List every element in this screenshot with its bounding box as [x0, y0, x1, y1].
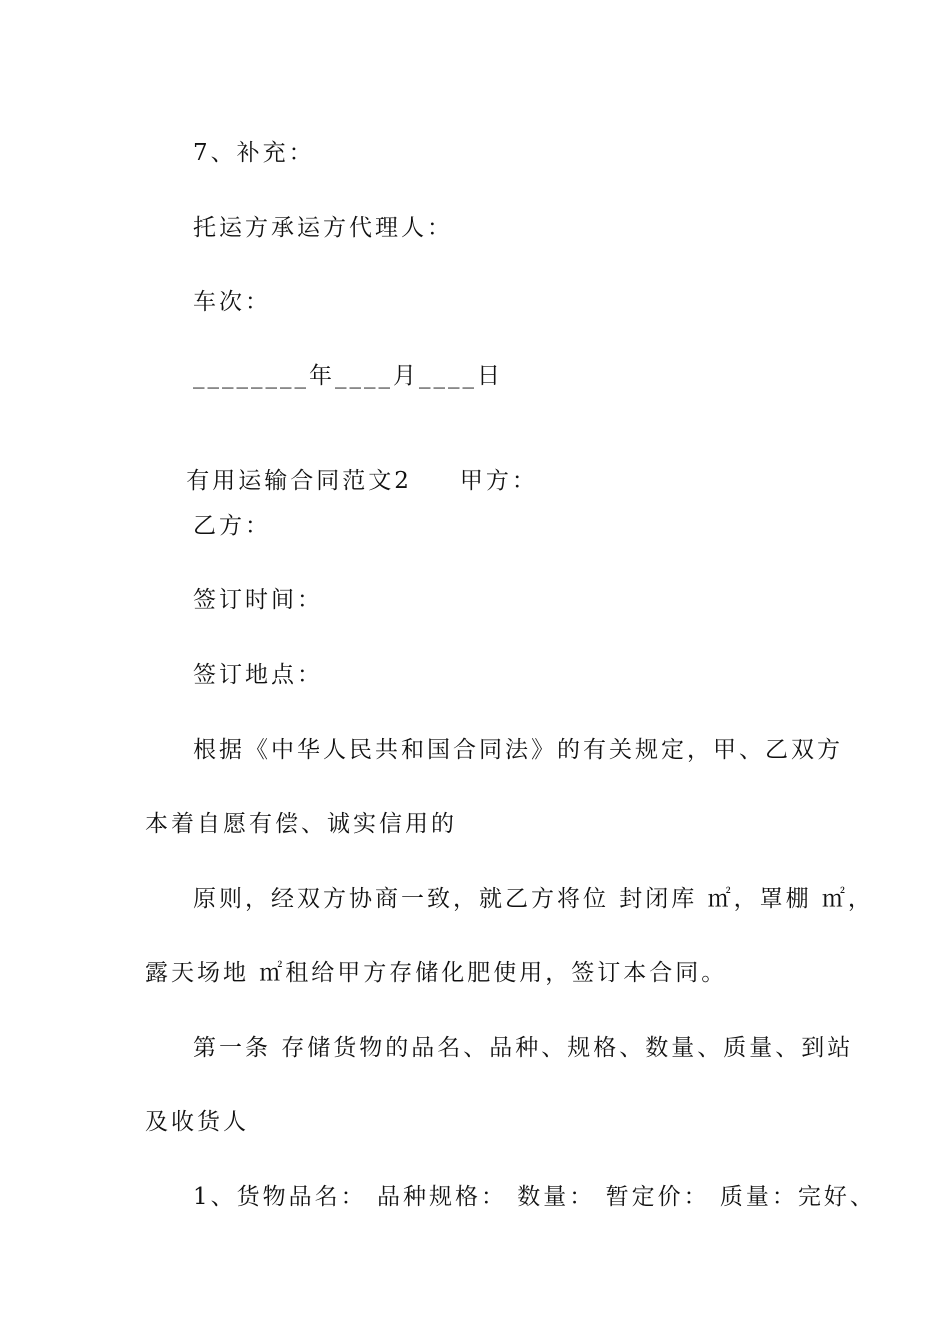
- signing-time-label: 签订时间：: [193, 587, 323, 613]
- goods-item-line: 1、货物品名： 品种规格： 数量： 暂定价： 质量：完好、: [193, 1184, 876, 1210]
- train-number-line: 车次：: [193, 289, 271, 315]
- party-b-label: 乙方：: [193, 513, 271, 539]
- article-1-heading-line-2: 及收货人: [145, 1109, 249, 1135]
- clause-7-supplement: 7、补充：: [193, 140, 315, 166]
- date-line: ________年____月____日: [193, 363, 503, 389]
- signing-place-label: 签订地点：: [193, 662, 323, 688]
- paragraph-principle-line-2: 露天场地 ㎡租给甲方存储化肥使用，签订本合同。: [145, 960, 728, 986]
- paragraph-basis-line-2: 本着自愿有偿、诚实信用的: [145, 811, 457, 837]
- agent-line: 托运方承运方代理人：: [193, 215, 453, 241]
- article-1-heading-line-1: 第一条 存储货物的品名、品种、规格、数量、质量、到站: [193, 1035, 854, 1061]
- paragraph-principle-line-1: 原则，经双方协商一致，就乙方将位 封闭库 ㎡，罩棚 ㎡，: [193, 886, 874, 912]
- paragraph-basis-line-1: 根据《中华人民共和国合同法》的有关规定，甲、乙双方: [193, 737, 843, 763]
- section-title: 有用运输合同范文2: [186, 468, 412, 494]
- party-a-label: 甲方：: [459, 468, 538, 494]
